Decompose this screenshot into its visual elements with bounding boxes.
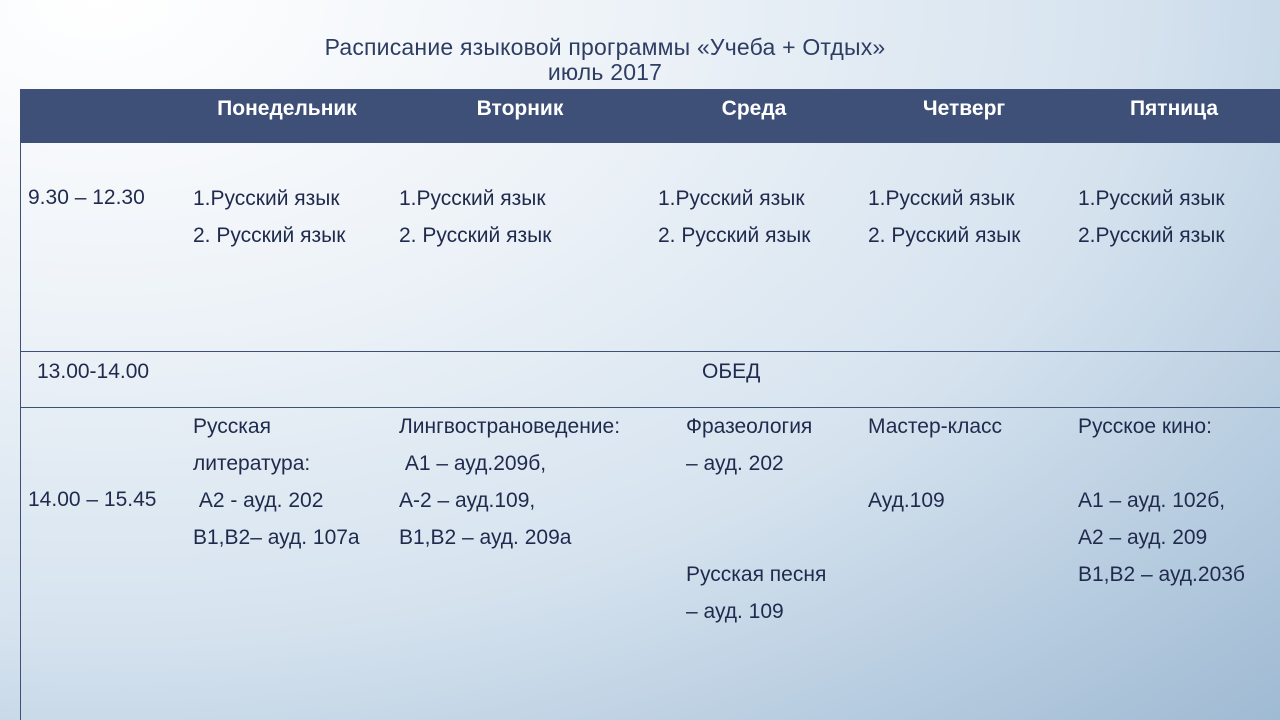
lesson-line: 1.Русский язык (658, 187, 805, 210)
schedule-cell-tuesday-morning (399, 180, 551, 254)
lesson-line: А1 – ауд.209б, (399, 452, 547, 475)
header-wednesday: Среда (721, 97, 787, 120)
line-spacer (686, 482, 826, 519)
header-thursday: Четверг (922, 97, 1006, 120)
lesson-line: 2.Русский язык (1078, 224, 1225, 247)
table-left-border (20, 89, 21, 720)
schedule-cell-monday-morning (193, 180, 345, 254)
lesson-line: В1,В2 – ауд. 209а (399, 526, 572, 549)
header-tuesday: Вторник (476, 97, 564, 120)
schedule-cell-tuesday-afternoon (399, 408, 620, 556)
lesson-line: 1.Русский язык (193, 187, 340, 210)
lesson-line: – ауд. 202 (686, 452, 784, 475)
lesson-line: Русская (193, 415, 271, 438)
schedule-cell-wednesday-afternoon (686, 408, 826, 630)
lesson-line: Русская песня (686, 563, 827, 586)
row-divider (20, 351, 1280, 352)
schedule-cell-wednesday-morning (658, 180, 810, 254)
schedule-subtitle: июль 2017 (547, 59, 663, 85)
lesson-line: В1,В2 – ауд.203б (1078, 563, 1245, 586)
line-spacer (686, 519, 826, 556)
lesson-line: А2 – ауд. 209 (1078, 526, 1208, 549)
lesson-line: Ауд.109 (868, 489, 945, 512)
schedule-cell-thursday-afternoon (868, 408, 1002, 519)
lesson-line: 2. Русский язык (868, 224, 1021, 247)
time-slot-afternoon: 14.00 – 15.45 (28, 488, 157, 511)
lunch-label: ОБЕД (702, 360, 761, 383)
lesson-line: 1.Русский язык (868, 187, 1015, 210)
lesson-line: Лингвострановедение: (399, 415, 621, 438)
lesson-line: А1 – ауд. 102б, (1078, 489, 1226, 512)
time-slot-morning: 9.30 – 12.30 (28, 186, 145, 209)
lesson-line: Фразеология (686, 415, 813, 438)
schedule-cell-monday-afternoon (193, 408, 360, 556)
schedule-cell-friday-afternoon (1078, 408, 1245, 593)
line-spacer (1078, 445, 1245, 482)
lesson-line: 2. Русский язык (399, 224, 552, 247)
lesson-line: литература: (193, 452, 311, 475)
line-spacer (868, 445, 1002, 482)
schedule-cell-thursday-morning (868, 180, 1020, 254)
lesson-line: 2. Русский язык (658, 224, 811, 247)
schedule-cell-friday-morning (1078, 180, 1225, 254)
lesson-line: – ауд. 109 (686, 600, 784, 623)
lesson-line: А2 - ауд. 202 (193, 489, 324, 512)
lesson-line: Мастер-класс (868, 415, 1002, 438)
lesson-line: 2. Русский язык (193, 224, 346, 247)
time-slot-lunch: 13.00-14.00 (37, 360, 150, 383)
lesson-line: А-2 – ауд.109, (399, 489, 536, 512)
lesson-line: 1.Русский язык (399, 187, 546, 210)
row-divider (20, 142, 1280, 143)
lesson-line: 1.Русский язык (1078, 187, 1225, 210)
schedule-title: Расписание языковой программы «Учеба + Отдых» (324, 34, 886, 60)
header-monday: Понедельник (217, 97, 357, 120)
lesson-line: Русское кино: (1078, 415, 1212, 438)
lesson-line: В1,В2– ауд. 107а (193, 526, 360, 549)
header-friday: Пятница (1129, 97, 1219, 120)
